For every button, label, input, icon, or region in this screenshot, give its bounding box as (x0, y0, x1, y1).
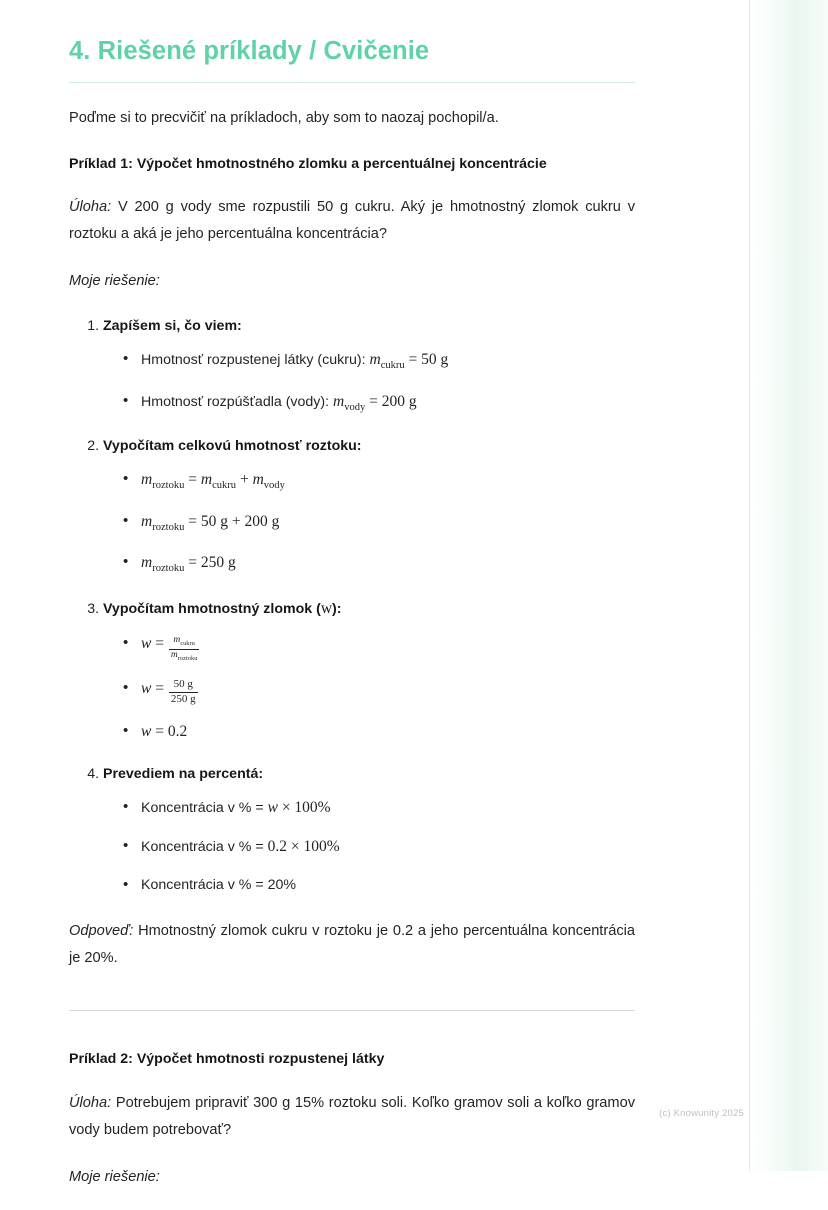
example-1-solution-label: Moje riešenie: (69, 272, 160, 289)
math-expression: $m_{roztoku} = 250$ g (141, 554, 236, 575)
copyright-footer: (c) Knowunity 2025 (659, 1108, 744, 1119)
step-4-items (103, 796, 635, 896)
fraction: $\frac{m_{cukru}}{m_{roztoku}}$ (170, 634, 198, 662)
item-text: Hmotnosť rozpustenej látky (cukru): (141, 352, 366, 369)
item-text: Hmotnosť rozpúšťadla (vody): (141, 393, 330, 410)
list-item (123, 874, 635, 896)
example-2-heading: Príklad 2: Výpočet hmotnosti rozpustenej látky (69, 1051, 385, 1068)
list-item (123, 720, 635, 744)
task-text: V 200 g vody sme rozpustili 50 g cukru. Aký je hmotnostný zlomok cukru v roztoku a aká je jeho percentuálna koncentrácia? (69, 199, 635, 242)
item-text: Koncentrácia v % = 20% (141, 877, 296, 894)
step-2 (103, 434, 635, 577)
intro-paragraph: Poďme si to precvičiť na príkladoch, aby som to naozaj pochopil/a. (69, 109, 499, 126)
list-item (123, 510, 635, 536)
item-text: Koncentrácia v % = (141, 800, 264, 817)
title-divider (69, 82, 635, 83)
section-divider (69, 1010, 635, 1011)
item-text: Koncentrácia v % = (141, 839, 264, 856)
task-text: Potrebujem pripraviť 300 g 15% roztoku soli. Koľko gramov soli a koľko gramov vody budem potrebovať? (69, 1094, 635, 1138)
step-3-items (103, 632, 635, 744)
list-item (123, 796, 635, 820)
example-2-task (69, 1090, 635, 1144)
step-2-items (103, 468, 635, 577)
math-expression: $m_{roztoku} = m_{cukru} + m_{vody}$ (141, 471, 285, 492)
list-item (123, 468, 635, 494)
step-4 (103, 762, 635, 896)
list-item (123, 390, 635, 416)
answer-label: Odpoveď: (69, 923, 134, 940)
list-item (123, 835, 635, 859)
math-expression: $m_{vody} = 200$ g (333, 392, 417, 413)
step-3 (103, 596, 635, 745)
list-item (123, 348, 635, 374)
list-item (123, 632, 635, 662)
example-1-steps (69, 314, 635, 896)
step-1 (103, 314, 635, 416)
step-3-title: Vypočítam hmotnostný zlomok (w): (103, 599, 342, 617)
answer-text: Hmotnostný zlomok cukru v roztoku je 0.2 a jeho percentuálna koncentrácia je 20%. (69, 923, 635, 967)
step-1-title: Zapíšem si, čo viem: (103, 318, 242, 335)
math-expression: w = $\frac{m_{cukru}}{m_{roztoku}}$ (141, 634, 198, 662)
step-2-title: Vypočítam celkovú hmotnosť roztoku: (103, 438, 362, 455)
document-content (69, 36, 635, 1210)
example-1-answer (69, 918, 635, 972)
step-1-items (103, 348, 635, 416)
page-edge-decoration (749, 0, 828, 1171)
math-expression: w × 100% (267, 799, 331, 817)
example-2-solution-label: Moje riešenie: (69, 1168, 160, 1185)
math-expression: w = 0.2 (141, 723, 188, 741)
math-expression: w = $\frac{50 g}{250 g}$ (141, 678, 196, 705)
example-1-task (69, 194, 635, 248)
math-expression: $m_{roztoku} = 50$ g + 200 g (141, 512, 280, 533)
list-item (123, 677, 635, 705)
math-expression: $m_{cukru} = 50$ g (369, 351, 449, 372)
example-1-heading: Príklad 1: Výpočet hmotnostného zlomku a percentuálnej koncentrácie (69, 155, 547, 172)
step-4-title: Prevediem na percentá: (103, 766, 264, 783)
task-label: Úloha: (69, 1094, 112, 1111)
task-label: Úloha: (69, 199, 112, 215)
math-expression: 0.2 × 100% (267, 838, 340, 856)
fraction: $\frac{50 g}{250 g}$ (170, 678, 196, 705)
page-title: 4. Riešené príklady / Cvičenie (69, 37, 430, 65)
list-item (123, 551, 635, 577)
